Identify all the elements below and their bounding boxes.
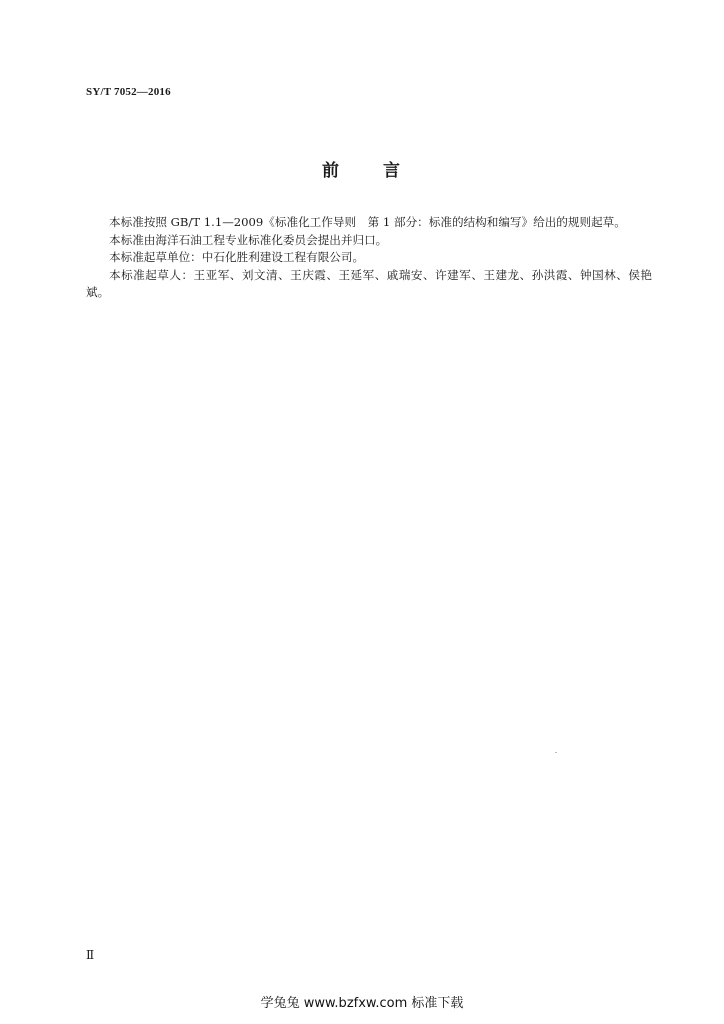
title-char-2: 言 bbox=[383, 161, 402, 181]
paragraph-proposer: 本标准由海洋石油工程专业标准化委员会提出并归口。 bbox=[109, 232, 388, 247]
paragraph-drafting-rules: 本标准按照 GB/T 1.1—2009《标准化工作导则 第 1 部分：标准的结构和编写》给出的规则起草。 bbox=[109, 215, 626, 229]
page-number: Ⅱ bbox=[86, 948, 95, 962]
title-char-1: 前 bbox=[322, 161, 341, 181]
paragraph-drafters: 本标准起草人：王亚军、刘文清、王庆霞、王延军、戚瑞安、许建军、王建龙、孙洪霞、钟国林、侯艳斌。 bbox=[86, 267, 652, 300]
standard-code-header: SY/T 7052—2016 bbox=[86, 86, 171, 98]
page-title bbox=[0, 156, 724, 181]
scan-speck bbox=[555, 752, 557, 753]
paragraph-drafting-unit: 本标准起草单位：中石化胜利建设工程有限公司。 bbox=[109, 250, 365, 265]
preface-body bbox=[86, 214, 652, 302]
footer-watermark[interactable]: 学兔兔 www.bzfxw.com 标准下载 bbox=[260, 996, 464, 1011]
